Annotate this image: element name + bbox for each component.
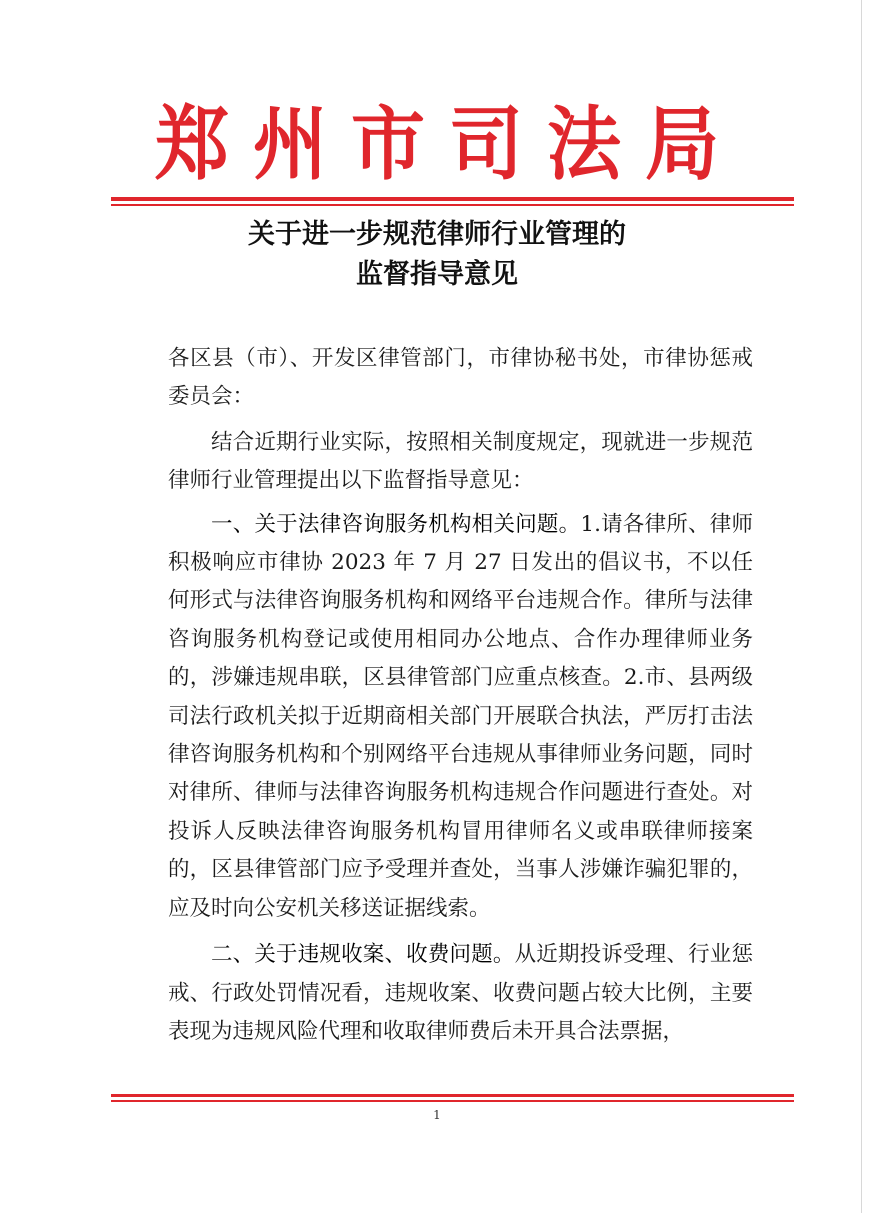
header-red-rule <box>111 197 794 206</box>
footer-rule-thin <box>111 1100 794 1102</box>
agency-header-title: 郑州市司法局 <box>155 98 743 192</box>
addressee-paragraph: 各区县（市）、开发区律管部门，市律协秘书处，市律协惩戒委员会： <box>168 346 753 410</box>
intro-paragraph: 结合近期行业实际，按照相关制度规定，现就进一步规范律师行业管理提出以下监督指导意见： <box>168 429 753 494</box>
section1-paragraph <box>168 506 753 928</box>
section1-body: 1.请各律所、律师积极响应市律协 2023 年 7 月 27 日发出的倡议书，不以任何形式与法律咨询服务机构和网络平台违规合作。律所与法律咨询服务机构登记或使用相同办公地点、合作办理律师业务的，涉嫌违规串联，区县律管部门应重点核查。2.市、县两级司法行政机关拟于近期商相关部门开展联合执法，严厉打击法律咨询服务机构和个别网络平台违规从事律师业务问题，同时对律所、律师与法律咨询服务机构违规合作问题进行查处。对投诉人反映法律咨询服务机构冒用律师名义或串联律师接案的，区县律管部门应予受理并查处，当事人涉嫌诈骗犯罪的，应及时向公安机关移送证据线索。 <box>168 511 753 921</box>
footer-rule-thick <box>111 1094 794 1097</box>
footer-red-rule <box>111 1094 794 1102</box>
document-title-line1: 关于进一步规范律师行业管理的 <box>248 219 626 250</box>
page-number: 1 <box>433 1108 441 1122</box>
section2-heading: 二、关于违规收案、收费问题。 <box>211 942 515 968</box>
section2-body: 从近期投诉受理、行业惩戒、行政处罚情况看，违规收案、收费问题占较大比例，主要表现为违规风险代理和收取律师费后未开具合法票据， <box>168 942 753 1044</box>
document-title <box>0 215 874 295</box>
section1-heading: 一、关于法律咨询服务机构相关问题。 <box>211 511 581 537</box>
document-title-line2: 监督指导意见 <box>356 259 518 290</box>
section2-paragraph <box>168 936 753 1051</box>
document-body <box>168 340 753 1051</box>
header-rule-thin <box>111 204 794 206</box>
header-rule-thick <box>111 197 794 201</box>
